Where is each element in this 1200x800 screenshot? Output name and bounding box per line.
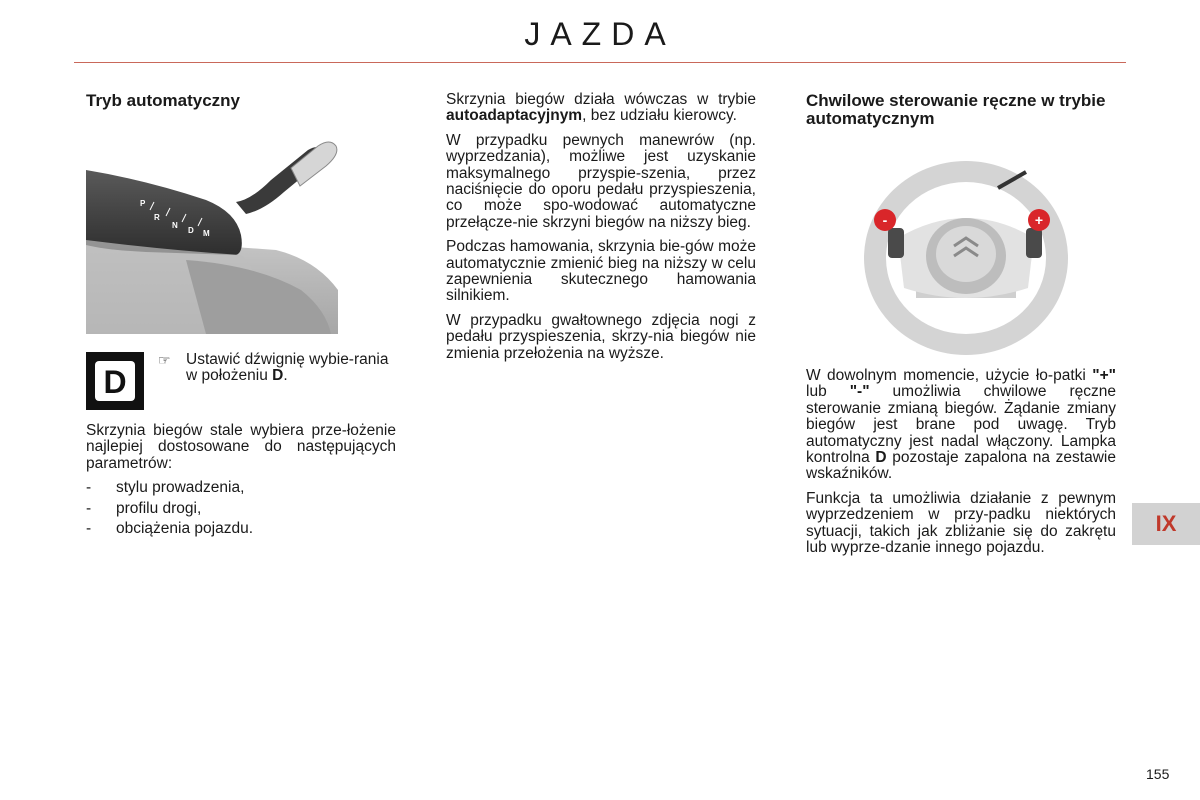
section-heading-manual: Chwilowe sterowanie ręczne w trybie automatycznym: [806, 91, 1106, 128]
parameter-list: [86, 480, 396, 537]
instruction-text: Ustawić dźwignię wybie-rania w położeniu D.: [186, 351, 389, 385]
lever-label-n: N: [172, 221, 178, 230]
right-body: [806, 368, 1116, 564]
list-item: - profilu drogi,: [86, 501, 396, 517]
right-paragraph-1: W dowolnym momencie, użycie ło-patki "+" lub "-" umożliwia chwilowe ręczne sterowanie zmianą biegów. Żądanie zmiany biegów jest brane pod uwagę. Tryb automatyczny jest nadal włączony. Lampka kontrolna D pozostaje zapalona na zestawie wskaźników.: [806, 367, 1116, 483]
list-item: - obciążenia pojazdu.: [86, 521, 396, 537]
middle-paragraph-1: Skrzynia biegów działa wówczas w trybie autoadaptacyjnym, bez udziału kierowcy.: [446, 91, 756, 125]
section-heading-automatic: Tryb automatyczny: [86, 91, 240, 110]
middle-paragraph-3: Podczas hamowania, skrzynia bie-gów może automatycznie zmienić bieg na niższy w celu zapewnienia skutecznego hamowania silnikiem.: [446, 238, 756, 305]
pointing-hand-icon: ☞: [158, 352, 171, 368]
page-title: JAZDA: [524, 16, 676, 52]
header-divider: [74, 62, 1126, 63]
gear-lever-illustration: [86, 140, 338, 334]
steering-wheel-illustration: [858, 158, 1068, 358]
list-item: - stylu prowadzenia,: [86, 480, 396, 496]
left-paragraph-1: Skrzynia biegów stale wybiera prze-łożenie najlepiej dostosowane do następujących parametrów:: [86, 422, 396, 472]
plus-paddle-label: +: [1034, 212, 1044, 228]
middle-column: [446, 92, 756, 370]
middle-paragraph-2: W przypadku pewnych manewrów (np. wyprzedzania), możliwe jest uzyskanie maksymalnego przyspie-szenia, przez naciśnięcie do oporu pedału przyspieszenia, co może spo-wodować automatyczne przełącze-nie skrzyni biegów na niższy bieg.: [446, 131, 756, 231]
page-number: 155: [1146, 766, 1170, 782]
middle-paragraph-4: W przypadku gwałtownego zdjęcia nogi z pedału przyspieszenia, skrzy-nia biegów nie zmienia przełożenia na wyższe.: [446, 311, 756, 362]
instruction-note: [158, 352, 398, 385]
chapter-tab: IX: [1132, 503, 1200, 545]
minus-paddle-label: -: [882, 212, 888, 228]
left-body: [86, 423, 396, 541]
right-column: [806, 92, 1116, 128]
lever-label-m: M: [203, 229, 210, 238]
left-column: [86, 92, 396, 110]
lever-label-r: R: [154, 213, 160, 222]
d-indicator-letter: D: [103, 364, 127, 400]
lever-label-p: P: [140, 199, 146, 208]
lever-label-d: D: [188, 226, 194, 235]
right-paragraph-2: Funkcja ta umożliwia działanie z pewnym wyprzedzeniem w przy-padku niektórych sytuacji, takich jak zbliżanie się do zakrętu lub wyprze-dzanie innego pojazdu.: [806, 489, 1116, 557]
d-indicator-icon: [86, 352, 144, 410]
